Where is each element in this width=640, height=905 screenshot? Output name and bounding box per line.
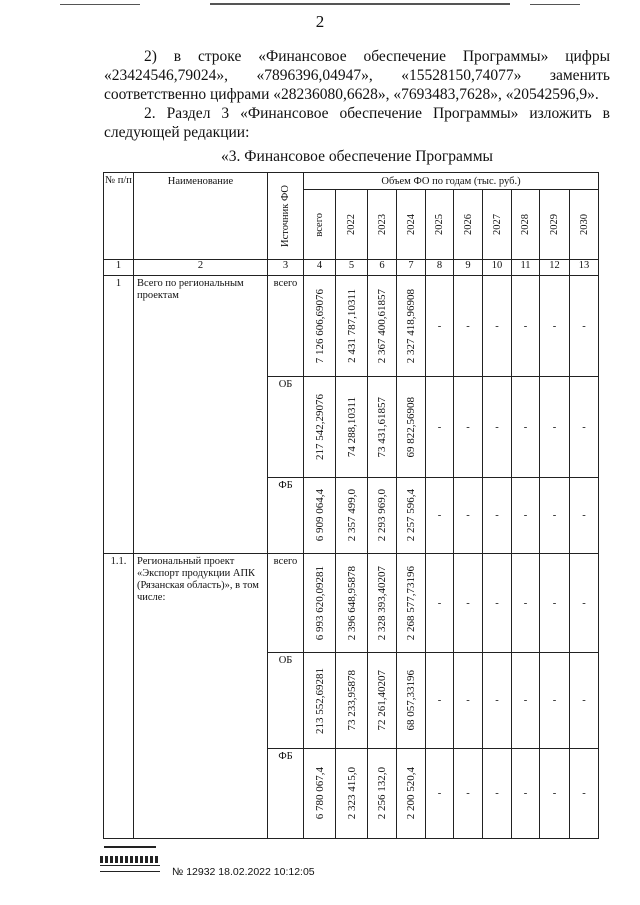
- table-row: [104, 554, 599, 653]
- empty-cell: -: [426, 554, 454, 653]
- value-2024: 68 057,33196: [405, 670, 417, 731]
- year-label: 2027: [491, 214, 503, 235]
- year-label: 2026: [462, 214, 474, 235]
- header-year-2026: [454, 190, 483, 260]
- page-number: 2: [315, 12, 325, 31]
- empty-cell: -: [426, 653, 454, 749]
- empty-cell: -: [454, 653, 483, 749]
- column-number: 13: [570, 260, 599, 276]
- header-year-2022: [336, 190, 368, 260]
- header-year-2025: [426, 190, 454, 260]
- empty-cell: -: [454, 276, 483, 377]
- empty-cell: -: [454, 554, 483, 653]
- reg-text: 12932 18.02.2022 10:12:05: [186, 866, 315, 878]
- empty-cell: -: [540, 749, 570, 839]
- value-cell: [304, 554, 336, 653]
- header-year-2028: [512, 190, 540, 260]
- value-cell: [336, 653, 368, 749]
- value-2022: 2 396 648,95878: [345, 565, 358, 641]
- value-total: 7 126 606,69076: [313, 288, 326, 364]
- value-cell: [336, 554, 368, 653]
- value-2023: 72 261,40207: [376, 670, 388, 731]
- empty-cell: -: [570, 276, 599, 377]
- value-cell: [304, 653, 336, 749]
- source-cell: ФБ: [268, 749, 304, 839]
- value-cell: [397, 478, 426, 554]
- footer: [100, 846, 315, 878]
- value-2022: 2 323 415,0: [345, 767, 358, 820]
- table-row: [104, 276, 599, 377]
- empty-cell: -: [512, 554, 540, 653]
- reg-symbol: №: [172, 866, 184, 878]
- header-total-label: всего: [314, 212, 325, 237]
- registration-number: [172, 866, 315, 878]
- header-year-2024: [397, 190, 426, 260]
- section-title: «3. Финансовое обеспечение Программы: [221, 148, 493, 165]
- value-2023: 73 431,61857: [376, 396, 388, 458]
- value-cell: [304, 276, 336, 377]
- header-year-2030: [570, 190, 599, 260]
- empty-cell: -: [540, 276, 570, 377]
- year-label: 2029: [549, 214, 560, 235]
- value-cell: [397, 377, 426, 478]
- empty-cell: -: [483, 554, 512, 653]
- column-number: 10: [483, 260, 512, 276]
- value-2024: 2 268 577,73196: [405, 565, 417, 641]
- empty-cell: -: [483, 377, 512, 478]
- empty-cell: -: [540, 377, 570, 478]
- value-cell: [304, 377, 336, 478]
- header-source: [268, 173, 304, 260]
- empty-cell: -: [426, 749, 454, 839]
- empty-cell: -: [426, 377, 454, 478]
- year-label: 2025: [434, 214, 445, 235]
- header-year-2023: [368, 190, 397, 260]
- value-2023: 2 328 393,40207: [376, 565, 388, 641]
- year-label: 2022: [346, 214, 357, 235]
- empty-cell: -: [570, 478, 599, 554]
- empty-cell: -: [512, 377, 540, 478]
- paragraph-amendment-1: 2) в строке «Финансовое обеспечение Программы» цифры «23424546,79024», «7896396,04947», «15528150,74077» заменить соответственно цифрами «28236080,6628», «7693483,7628», «20542596,9».: [104, 48, 610, 103]
- value-cell: [368, 478, 397, 554]
- value-2023: 2 367 400,61857: [376, 288, 388, 364]
- empty-cell: -: [483, 749, 512, 839]
- empty-cell: -: [570, 377, 599, 478]
- paragraph-amendment-2: 2. Раздел 3 «Финансовое обеспечение Программы» изложить в следующей редакции:: [104, 105, 610, 141]
- source-cell: всего: [268, 276, 304, 377]
- value-cell: [304, 749, 336, 839]
- empty-cell: -: [540, 653, 570, 749]
- value-cell: [336, 478, 368, 554]
- source-cell: всего: [268, 554, 304, 653]
- header-year-2027: [483, 190, 512, 260]
- column-number: 1: [104, 260, 134, 276]
- empty-cell: -: [570, 749, 599, 839]
- value-total: 213 552,69281: [313, 667, 326, 734]
- empty-cell: -: [512, 478, 540, 554]
- source-cell: ОБ: [268, 653, 304, 749]
- source-cell: ОБ: [268, 377, 304, 478]
- building-stamp-icon: [100, 846, 160, 872]
- value-cell: [336, 377, 368, 478]
- value-cell: [397, 653, 426, 749]
- empty-cell: -: [512, 653, 540, 749]
- header-volume: Объем ФО по годам (тыс. руб.): [304, 173, 599, 190]
- value-2022: 74 288,10311: [345, 396, 358, 458]
- value-total: 217 542,29076: [313, 394, 326, 460]
- empty-cell: -: [483, 276, 512, 377]
- value-total: 6 993 620,09281: [313, 565, 326, 641]
- top-scan-line: [60, 2, 580, 8]
- value-2024: 2 327 418,96908: [405, 288, 417, 364]
- empty-cell: -: [512, 749, 540, 839]
- empty-cell: -: [483, 478, 512, 554]
- value-2024: 2 200 520,4: [405, 767, 417, 820]
- header-source-label: Источник ФО: [280, 185, 291, 247]
- value-cell: [368, 276, 397, 377]
- value-cell: [368, 653, 397, 749]
- empty-cell: -: [540, 478, 570, 554]
- column-number: 12: [540, 260, 570, 276]
- header-total: [304, 190, 336, 260]
- header-num: № п/п: [104, 173, 134, 260]
- source-cell: ФБ: [268, 478, 304, 554]
- value-2024: 69 822,56908: [405, 396, 417, 458]
- value-cell: [368, 554, 397, 653]
- value-cell: [397, 276, 426, 377]
- value-2024: 2 257 596,4: [405, 489, 417, 542]
- value-cell: [336, 276, 368, 377]
- value-cell: [336, 749, 368, 839]
- column-number: 11: [512, 260, 540, 276]
- year-label: 2030: [578, 214, 590, 235]
- empty-cell: -: [426, 276, 454, 377]
- row-number: 1.1.: [104, 554, 134, 839]
- column-number: 8: [426, 260, 454, 276]
- value-2022: 2 357 499,0: [345, 489, 358, 542]
- header-year-2029: [540, 190, 570, 260]
- empty-cell: -: [512, 276, 540, 377]
- empty-cell: -: [426, 478, 454, 554]
- column-number: 4: [304, 260, 336, 276]
- empty-cell: -: [540, 554, 570, 653]
- row-name: Всего по региональным проектам: [134, 276, 268, 554]
- value-cell: [397, 554, 426, 653]
- column-number-row: [104, 260, 599, 276]
- year-label: 2024: [405, 214, 417, 235]
- value-2023: 2 293 969,0: [376, 489, 388, 542]
- value-cell: [397, 749, 426, 839]
- value-2023: 2 256 132,0: [376, 767, 388, 820]
- column-number: 9: [454, 260, 483, 276]
- empty-cell: -: [483, 653, 512, 749]
- empty-cell: -: [570, 554, 599, 653]
- year-label: 2028: [520, 214, 531, 235]
- value-total: 6 909 064,4: [313, 489, 326, 542]
- header-name: Наименование: [134, 173, 268, 260]
- column-number: 6: [368, 260, 397, 276]
- empty-cell: -: [570, 653, 599, 749]
- column-number: 2: [134, 260, 268, 276]
- empty-cell: -: [454, 377, 483, 478]
- value-total: 6 780 067,4: [313, 767, 326, 820]
- financing-table: [103, 172, 599, 839]
- row-number: 1: [104, 276, 134, 554]
- value-2022: 2 431 787,10311: [345, 289, 358, 363]
- empty-cell: -: [454, 749, 483, 839]
- value-cell: [304, 478, 336, 554]
- column-number: 7: [397, 260, 426, 276]
- empty-cell: -: [454, 478, 483, 554]
- value-cell: [368, 377, 397, 478]
- value-2022: 73 233,95878: [345, 670, 358, 731]
- value-cell: [368, 749, 397, 839]
- row-name: Региональный проект «Экспорт продукции АПК (Рязанская область)», в том числе:: [134, 554, 268, 839]
- column-number: 5: [336, 260, 368, 276]
- column-number: 3: [268, 260, 304, 276]
- year-label: 2023: [376, 214, 388, 235]
